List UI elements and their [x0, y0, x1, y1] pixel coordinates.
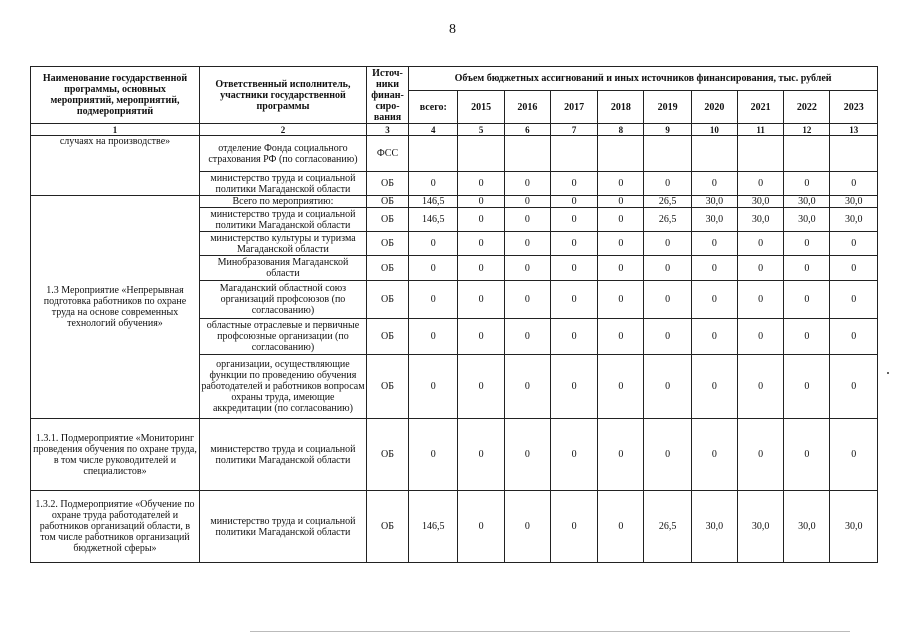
executor-cell: отделение Фонда социального страхования РФ (по согласованию)	[199, 136, 366, 172]
value-cell: 0	[458, 232, 504, 256]
executor-cell: министерство труда и социальной политики Магаданской области	[199, 491, 366, 563]
value-cell: 0	[550, 232, 597, 256]
column-number: 11	[737, 124, 783, 136]
value-cell: 0	[458, 281, 504, 319]
value-cell: 0	[550, 208, 597, 232]
value-cell: 0	[458, 256, 504, 281]
value-cell: 0	[830, 355, 878, 419]
value-cell: 0	[737, 319, 783, 355]
header-name: Наименование государственной программы, основных мероприятий, мероприятий, подмероприятий	[31, 67, 200, 124]
column-number: 10	[691, 124, 737, 136]
value-cell: 0	[784, 319, 830, 355]
value-cell: 0	[737, 172, 783, 196]
column-number: 8	[598, 124, 644, 136]
header-year: 2022	[784, 91, 830, 124]
value-cell: 0	[504, 355, 550, 419]
source-cell: ОБ	[366, 208, 408, 232]
value-cell: 146,5	[409, 196, 458, 208]
value-cell	[691, 136, 737, 172]
value-cell: 30,0	[737, 208, 783, 232]
value-cell: 0	[504, 232, 550, 256]
value-cell: 0	[784, 355, 830, 419]
value-cell: 30,0	[784, 196, 830, 208]
value-cell: 146,5	[409, 491, 458, 563]
source-cell: ФСС	[366, 136, 408, 172]
executor-cell: областные отраслевые и первичные профсоюзные организации (по согласованию)	[199, 319, 366, 355]
value-cell: 0	[644, 256, 691, 281]
header-executor: Ответственный исполнитель, участники государственной программы	[199, 67, 366, 124]
value-cell: 0	[550, 355, 597, 419]
value-cell	[458, 136, 504, 172]
value-cell: 0	[504, 281, 550, 319]
executor-cell: министерство труда и социальной политики Магаданской области	[199, 172, 366, 196]
executor-cell: министерство труда и социальной политики Магаданской области	[199, 419, 366, 491]
value-cell: 0	[458, 419, 504, 491]
value-cell: 30,0	[691, 208, 737, 232]
header-year: 2016	[504, 91, 550, 124]
value-cell: 0	[409, 355, 458, 419]
value-cell: 0	[598, 208, 644, 232]
program-name-cell: 1.3 Мероприятие «Непрерывная подготовка работников по охране труда на основе современных технологий обучения»	[31, 196, 200, 419]
value-cell: 0	[691, 319, 737, 355]
value-cell: 0	[504, 172, 550, 196]
value-cell: 0	[550, 256, 597, 281]
value-cell: 0	[504, 208, 550, 232]
header-year: 2020	[691, 91, 737, 124]
value-cell: 0	[598, 172, 644, 196]
value-cell: 0	[458, 355, 504, 419]
table-body	[31, 136, 878, 563]
source-cell: ОБ	[366, 355, 408, 419]
value-cell: 0	[458, 491, 504, 563]
value-cell: 0	[644, 319, 691, 355]
value-cell: 0	[409, 419, 458, 491]
column-number: 9	[644, 124, 691, 136]
value-cell: 0	[644, 232, 691, 256]
value-cell: 0	[737, 355, 783, 419]
value-cell: 146,5	[409, 208, 458, 232]
value-cell: 0	[504, 256, 550, 281]
executor-cell: Минобразования Магаданской области	[199, 256, 366, 281]
value-cell: 0	[644, 281, 691, 319]
value-cell	[784, 136, 830, 172]
value-cell: 0	[691, 256, 737, 281]
table-row	[31, 491, 878, 563]
executor-cell: министерство культуры и туризма Магаданской области	[199, 232, 366, 256]
source-cell: ОБ	[366, 491, 408, 563]
value-cell: 30,0	[830, 208, 878, 232]
value-cell: 0	[644, 419, 691, 491]
column-number: 4	[409, 124, 458, 136]
page-number: 8	[449, 22, 456, 37]
value-cell: 0	[458, 172, 504, 196]
value-cell: 0	[830, 256, 878, 281]
value-cell: 0	[504, 196, 550, 208]
value-cell: 26,5	[644, 491, 691, 563]
value-cell: 0	[737, 419, 783, 491]
value-cell: 0	[830, 172, 878, 196]
value-cell: 0	[550, 491, 597, 563]
value-cell: 0	[644, 355, 691, 419]
header-year: 2021	[737, 91, 783, 124]
value-cell: 0	[830, 232, 878, 256]
value-cell: 0	[598, 491, 644, 563]
value-cell: 0	[409, 319, 458, 355]
value-cell: 0	[598, 355, 644, 419]
value-cell: 0	[598, 256, 644, 281]
value-cell: 30,0	[737, 196, 783, 208]
source-cell: ОБ	[366, 419, 408, 491]
value-cell: 0	[691, 232, 737, 256]
value-cell: 0	[737, 232, 783, 256]
scan-speck	[887, 372, 889, 374]
value-cell	[550, 136, 597, 172]
column-number: 5	[458, 124, 504, 136]
value-cell: 30,0	[691, 491, 737, 563]
value-cell: 26,5	[644, 208, 691, 232]
value-cell: 0	[409, 281, 458, 319]
executor-cell: Всего по мероприятию:	[199, 196, 366, 208]
table-header	[31, 67, 878, 136]
program-name-cell: 1.3.1. Подмероприятие «Мониторинг проведения обучения по охране труда, в том числе руководителей и специалистов»	[31, 419, 200, 491]
source-cell: ОБ	[366, 172, 408, 196]
value-cell: 0	[504, 319, 550, 355]
column-number: 7	[550, 124, 597, 136]
value-cell: 30,0	[784, 491, 830, 563]
value-cell: 30,0	[737, 491, 783, 563]
value-cell: 0	[691, 419, 737, 491]
value-cell	[830, 136, 878, 172]
header-volume: Объем бюджетных ассигнований и иных источников финансирования, тыс. рублей	[409, 67, 878, 91]
column-number: 2	[199, 124, 366, 136]
value-cell	[504, 136, 550, 172]
program-name-cell: 1.3.2. Подмероприятие «Обучение по охране труда работодателей и работников организаций области, в том числе работников организаций бюджетной сферы»	[31, 491, 200, 563]
program-name-cell: случаях на производстве»	[31, 136, 200, 196]
column-number: 13	[830, 124, 878, 136]
value-cell: 0	[504, 491, 550, 563]
value-cell: 0	[504, 419, 550, 491]
value-cell: 0	[458, 319, 504, 355]
value-cell: 30,0	[784, 208, 830, 232]
value-cell	[598, 136, 644, 172]
value-cell: 0	[691, 172, 737, 196]
value-cell: 0	[830, 419, 878, 491]
scan-edge-line	[250, 631, 850, 632]
budget-table	[30, 66, 878, 563]
value-cell: 0	[644, 172, 691, 196]
source-cell: ОБ	[366, 196, 408, 208]
value-cell: 0	[784, 232, 830, 256]
value-cell: 0	[598, 281, 644, 319]
value-cell: 0	[550, 319, 597, 355]
value-cell: 0	[409, 172, 458, 196]
table-row	[31, 196, 878, 208]
value-cell	[409, 136, 458, 172]
value-cell: 0	[598, 196, 644, 208]
header-year: 2017	[550, 91, 597, 124]
value-cell: 0	[784, 281, 830, 319]
executor-cell: Магаданский областной союз организаций профсоюзов (по согласованию)	[199, 281, 366, 319]
value-cell: 0	[737, 256, 783, 281]
value-cell: 0	[830, 281, 878, 319]
source-cell: ОБ	[366, 232, 408, 256]
value-cell: 0	[737, 281, 783, 319]
table-row	[31, 136, 878, 172]
value-cell: 0	[458, 196, 504, 208]
header-year: 2015	[458, 91, 504, 124]
header-year: всего:	[409, 91, 458, 124]
value-cell: 0	[598, 419, 644, 491]
value-cell: 0	[784, 172, 830, 196]
value-cell: 0	[458, 208, 504, 232]
source-cell: ОБ	[366, 256, 408, 281]
value-cell	[737, 136, 783, 172]
executor-cell: организации, осуществляющие функции по проведению обучения работодателей и работников вопросам охраны труда, имеющие аккредитации (по согласованию)	[199, 355, 366, 419]
header-year: 2019	[644, 91, 691, 124]
value-cell: 30,0	[830, 491, 878, 563]
header-year: 2018	[598, 91, 644, 124]
value-cell: 0	[598, 232, 644, 256]
header-source: Источ-ники финан-сиро-вания	[366, 67, 408, 124]
table-row	[31, 419, 878, 491]
column-number: 6	[504, 124, 550, 136]
column-number: 3	[366, 124, 408, 136]
value-cell: 0	[691, 281, 737, 319]
value-cell: 0	[784, 256, 830, 281]
value-cell: 0	[409, 232, 458, 256]
value-cell: 26,5	[644, 196, 691, 208]
value-cell: 0	[550, 172, 597, 196]
value-cell: 0	[550, 281, 597, 319]
value-cell: 0	[830, 319, 878, 355]
source-cell: ОБ	[366, 319, 408, 355]
value-cell: 30,0	[691, 196, 737, 208]
value-cell	[644, 136, 691, 172]
value-cell: 0	[598, 319, 644, 355]
value-cell: 0	[409, 256, 458, 281]
header-year: 2023	[830, 91, 878, 124]
executor-cell: министерство труда и социальной политики Магаданской области	[199, 208, 366, 232]
value-cell: 0	[550, 419, 597, 491]
column-number: 12	[784, 124, 830, 136]
value-cell: 0	[691, 355, 737, 419]
value-cell: 30,0	[830, 196, 878, 208]
column-number: 1	[31, 124, 200, 136]
value-cell: 0	[784, 419, 830, 491]
value-cell: 0	[550, 196, 597, 208]
source-cell: ОБ	[366, 281, 408, 319]
